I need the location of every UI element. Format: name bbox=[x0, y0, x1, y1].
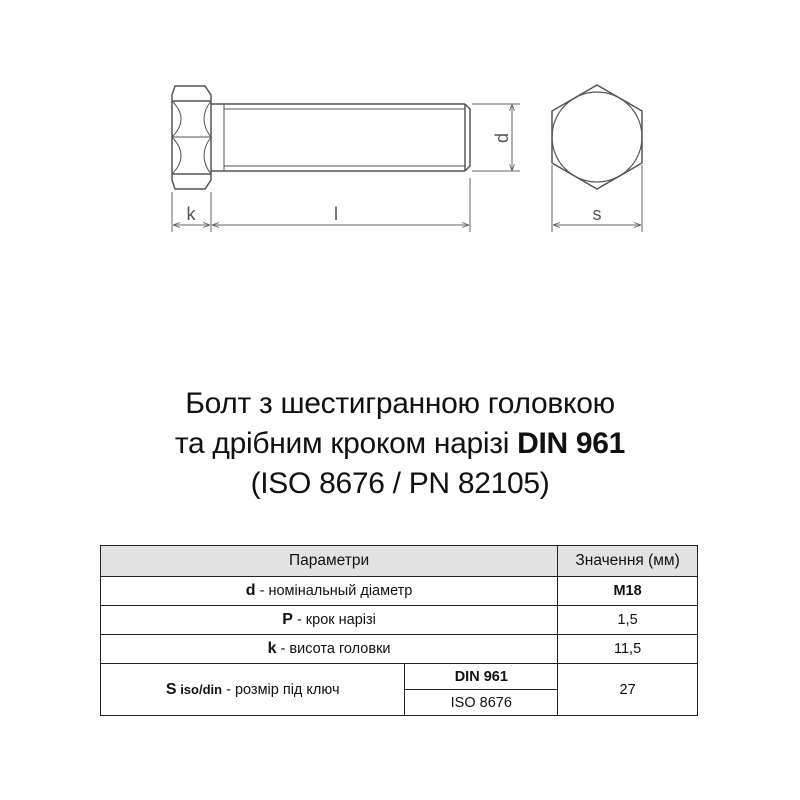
title-line-1: Болт з шестигранною головкою bbox=[185, 387, 615, 420]
title-line-3: (ISO 8676 / PN 82105) bbox=[250, 467, 550, 500]
dimension-k-l bbox=[172, 178, 470, 232]
standard-iso: ISO 8676 bbox=[405, 690, 558, 716]
param-desc-p: - крок нарізі bbox=[292, 612, 376, 628]
value-s: 27 bbox=[558, 664, 698, 716]
bolt-head-end-view bbox=[552, 85, 642, 189]
title-line-2 bbox=[0, 424, 800, 464]
header-values: Значення (мм) bbox=[558, 546, 698, 577]
param-k bbox=[101, 635, 558, 664]
title-line-2-text: та дрібним кроком нарізі bbox=[174, 427, 518, 460]
param-p bbox=[101, 606, 558, 635]
table-row-p bbox=[101, 606, 698, 635]
param-symbol-p: P bbox=[282, 611, 293, 628]
param-symbol-d: d bbox=[245, 582, 256, 599]
param-desc-k: - висота головки bbox=[276, 641, 391, 657]
param-d bbox=[101, 577, 558, 606]
param-s bbox=[101, 664, 405, 716]
title-standard: DIN 961 bbox=[517, 427, 626, 460]
standard-din: DIN 961 bbox=[405, 664, 558, 690]
header-parameters: Параметри bbox=[101, 546, 558, 577]
table-row-d bbox=[101, 577, 698, 606]
table-row-k bbox=[101, 635, 698, 664]
bolt-head-side bbox=[172, 86, 211, 189]
dimension-label-d: d bbox=[492, 132, 512, 144]
value-d: M18 bbox=[558, 577, 698, 606]
value-k: 11,5 bbox=[558, 635, 698, 664]
table-row-s bbox=[101, 664, 698, 690]
specification-table bbox=[100, 545, 698, 716]
dimension-label-s: s bbox=[592, 204, 602, 224]
param-subscript-s: iso/din bbox=[176, 681, 223, 697]
dimension-label-k: k bbox=[186, 204, 196, 224]
dimension-label-l: l bbox=[334, 204, 338, 224]
param-desc-d: - номінальный діаметр bbox=[255, 583, 413, 599]
param-symbol-k: k bbox=[267, 640, 277, 657]
product-title bbox=[0, 384, 800, 504]
param-symbol-s: S bbox=[165, 680, 177, 698]
bolt-shank-side bbox=[211, 104, 470, 171]
param-desc-s: - розмір під ключ bbox=[222, 681, 340, 698]
value-p: 1,5 bbox=[558, 606, 698, 635]
bolt-technical-drawing bbox=[0, 0, 800, 260]
